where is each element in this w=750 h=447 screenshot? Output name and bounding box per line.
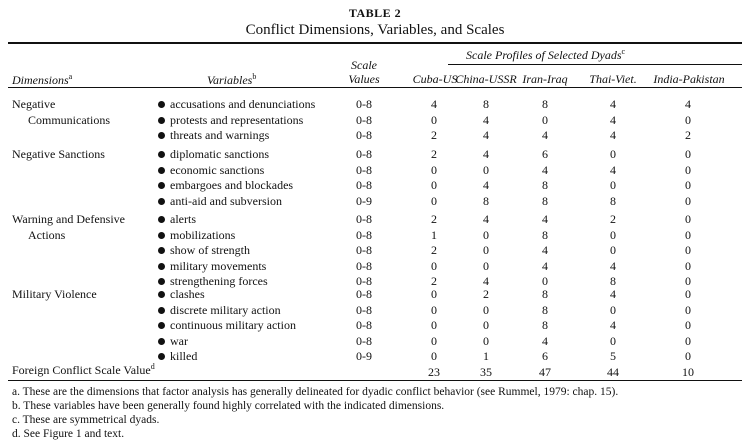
dyad-value: 4 (542, 212, 548, 226)
dyad-value: 0 (431, 162, 437, 177)
dyad-value: 0 (685, 162, 691, 177)
dyad-value: 4 (483, 147, 489, 161)
profiles-underline (448, 64, 742, 65)
scale-value: 0-8 (356, 318, 372, 332)
bullet-icon (158, 263, 165, 270)
dyad-header: Thai-Viet. (589, 72, 637, 86)
dyad-value: 0 (431, 112, 437, 127)
variable-label: killed (170, 349, 198, 363)
bullet-icon (158, 307, 165, 314)
dyad-value: 0 (610, 147, 616, 161)
dyad-header: Iran-Iraq (522, 72, 568, 86)
dyad-value: 0 (610, 243, 616, 257)
variable-label: diplomatic sanctions (170, 147, 269, 161)
dyad-value: 0 (431, 349, 437, 363)
dyad-value: 0 (483, 227, 489, 242)
dyad-value: 0 (483, 302, 489, 317)
variable-cell (158, 97, 315, 112)
dyad-value: 4 (685, 97, 691, 111)
dyad-value: 0 (685, 318, 691, 332)
dyad-value: 4 (542, 243, 548, 257)
variable-label: embargoes and blockades (170, 178, 294, 192)
variable-label: protests and representations (170, 112, 304, 127)
variable-cell (158, 128, 269, 143)
dyad-value: 4 (483, 274, 489, 288)
scale-value: 0-8 (356, 147, 372, 161)
scale-value: 0-8 (356, 302, 372, 317)
variable-label: anti-aid and subversion (170, 193, 282, 208)
dyad-value: 8 (483, 193, 489, 208)
dyad-value: 8 (542, 97, 548, 111)
dyad-value: 2 (431, 274, 437, 288)
variable-label: accusations and denunciations (170, 97, 316, 111)
dimension-label: Negative (12, 97, 56, 111)
scale-header-line2: Values (348, 72, 380, 86)
dyad-value: 2 (610, 212, 616, 226)
variable-label: military movements (170, 258, 267, 273)
dyad-value: 0 (685, 302, 691, 317)
bullet-icon (158, 167, 165, 174)
dyad-header: China-USSR (455, 72, 517, 86)
bullet-icon (158, 291, 165, 298)
bullet-icon (158, 278, 165, 285)
dyad-value: 4 (610, 112, 616, 127)
dyad-header: Cuba-US (412, 72, 458, 86)
total-value: 44 (607, 365, 619, 379)
dyad-value: 0 (685, 333, 691, 348)
dyad-value: 4 (483, 212, 489, 226)
dyad-value: 0 (431, 178, 437, 192)
dyad-value: 4 (483, 112, 489, 127)
dyad-value: 0 (431, 258, 437, 273)
variable-label: clashes (170, 287, 205, 301)
dyad-header: India-Pakistan (653, 72, 725, 86)
variable-cell (158, 318, 296, 333)
bullet-icon (158, 247, 165, 254)
bullet-icon (158, 182, 165, 189)
scale-value: 0-8 (356, 258, 372, 273)
dyad-value: 0 (685, 274, 691, 288)
dyad-value: 0 (610, 302, 616, 317)
dyad-value: 0 (483, 162, 489, 177)
dyad-value: 4 (542, 258, 548, 273)
dyad-value: 8 (542, 178, 548, 192)
dyad-value: 4 (610, 162, 616, 177)
table-title: Conflict Dimensions, Variables, and Scales (245, 22, 505, 38)
bullet-icon (158, 232, 165, 239)
dyad-value: 0 (685, 243, 691, 257)
dyad-value: 2 (431, 243, 437, 257)
scale-value: 0-9 (356, 349, 372, 363)
dyad-value: 0 (431, 333, 437, 348)
variable-cell (158, 259, 266, 274)
dyad-value: 0 (610, 178, 616, 192)
scale-value: 0-9 (356, 193, 372, 208)
footnote: a. These are the dimensions that factor analysis has generally delineated for dyadic conflict behavior (see Rummel, 1979: chap. 15). (12, 386, 619, 398)
scale-value: 0-8 (356, 287, 372, 301)
dyad-value: 2 (483, 287, 489, 301)
total-value: 35 (480, 365, 492, 379)
dyad-value: 4 (610, 287, 616, 301)
dyad-value: 6 (542, 349, 548, 363)
variable-cell (158, 147, 269, 162)
footnote: b. These variables have been generally found highly correlated with the indicated dimensions. (12, 400, 445, 412)
dyad-value: 0 (685, 349, 691, 363)
dyad-value: 8 (610, 193, 616, 208)
scale-value: 0-8 (356, 333, 372, 348)
total-row-label: Foreign Conflict Scale Value$^d$ (12, 362, 155, 377)
dyad-value: 1 (483, 349, 489, 363)
variable-label: continuous military action (170, 318, 296, 332)
dyad-value: 2 (431, 128, 437, 142)
dyad-value: 8 (483, 97, 489, 111)
dimension-label: Warning and Defensive (12, 212, 125, 226)
dyad-value: 0 (685, 212, 691, 226)
total-value: 10 (682, 365, 694, 379)
dyad-value: 4 (431, 97, 437, 111)
dyad-value: 0 (685, 193, 691, 208)
header-rule (8, 87, 742, 88)
variable-label: show of strength (170, 243, 250, 257)
dyad-value: 0 (542, 274, 548, 288)
dyad-value: 0 (685, 112, 691, 127)
dyad-value: 8 (542, 318, 548, 332)
variable-label: economic sanctions (170, 162, 265, 177)
dyad-value: 2 (685, 128, 691, 142)
dimension-label: Negative Sanctions (12, 147, 105, 161)
dimension-label: Actions (28, 227, 66, 242)
scale-value: 0-8 (356, 112, 372, 127)
dimensions-header: Dimensions$^a$ (12, 72, 73, 87)
dyad-value: 2 (431, 212, 437, 226)
variable-cell (158, 212, 196, 227)
footnote: d. See Figure 1 and text. (12, 428, 125, 440)
bullet-icon (158, 322, 165, 329)
dyad-value: 5 (610, 349, 616, 363)
dyad-value: 4 (610, 97, 616, 111)
dyad-value: 0 (685, 287, 691, 301)
dyad-value: 4 (483, 128, 489, 142)
dyad-value: 4 (610, 318, 616, 332)
dyad-value: 6 (542, 147, 548, 161)
dyad-value: 0 (685, 258, 691, 273)
bullet-icon (158, 132, 165, 139)
bottom-rule (8, 380, 742, 381)
dyad-value: 4 (542, 333, 548, 348)
bullet-icon (158, 151, 165, 158)
dyad-value: 2 (431, 147, 437, 161)
variable-cell (158, 334, 188, 349)
total-value: 47 (539, 365, 551, 379)
scale-value: 0-8 (356, 212, 372, 226)
scale-value: 0-8 (356, 243, 372, 257)
dyad-value: 0 (542, 112, 548, 127)
bullet-icon (158, 117, 165, 124)
variable-label: alerts (170, 212, 196, 226)
dimension-label: Military Violence (12, 287, 97, 301)
table-label: TABLE 2 (348, 6, 402, 20)
variables-header: Variables$^b$ (207, 72, 257, 87)
dyad-value: 0 (431, 287, 437, 301)
variable-cell (158, 303, 281, 318)
bullet-icon (158, 101, 165, 108)
variable-cell (158, 194, 282, 209)
dyad-value: 0 (610, 227, 616, 242)
bullet-icon (158, 338, 165, 345)
bullet-icon (158, 216, 165, 223)
total-value: 23 (428, 365, 440, 379)
variable-cell (158, 178, 293, 193)
dyad-value: 8 (542, 193, 548, 208)
dyad-value: 8 (610, 274, 616, 288)
dyad-value: 4 (610, 128, 616, 142)
scale-header-line1: Scale (351, 58, 377, 72)
variable-cell (158, 349, 197, 364)
variable-label: mobilizations (170, 227, 236, 242)
top-rule (8, 42, 742, 44)
dyad-value: 0 (483, 243, 489, 257)
dyad-value: 8 (542, 287, 548, 301)
profiles-header: Scale Profiles of Selected Dyads$^c$ (466, 47, 626, 62)
scale-value: 0-8 (356, 274, 372, 288)
variable-label: war (170, 333, 188, 348)
dyad-value: 0 (685, 147, 691, 161)
scale-value: 0-8 (356, 128, 372, 142)
variable-cell (158, 228, 235, 243)
dyad-value: 0 (483, 318, 489, 332)
dyad-value: 8 (542, 302, 548, 317)
dyad-value: 4 (483, 178, 489, 192)
variable-label: threats and warnings (170, 128, 270, 142)
dyad-value: 0 (431, 193, 437, 208)
dyad-value: 1 (431, 227, 437, 242)
variable-label: discrete military action (170, 302, 281, 317)
bullet-icon (158, 198, 165, 205)
footnote: c. These are symmetrical dyads. (12, 414, 160, 426)
scale-value: 0-8 (356, 178, 372, 192)
dyad-value: 0 (483, 333, 489, 348)
dyad-value: 0 (610, 333, 616, 348)
variable-cell (158, 113, 303, 128)
dyad-value: 4 (610, 258, 616, 273)
dyad-value: 0 (685, 227, 691, 242)
dyad-value: 4 (542, 128, 548, 142)
dyad-value: 8 (542, 227, 548, 242)
variable-cell (158, 287, 205, 302)
variable-label: strengthening forces (170, 274, 268, 288)
dyad-value: 0 (685, 178, 691, 192)
variable-cell (158, 243, 250, 258)
scale-value: 0-8 (356, 162, 372, 177)
scale-value: 0-8 (356, 227, 372, 242)
scale-value: 0-8 (356, 97, 372, 111)
dyad-value: 4 (542, 162, 548, 177)
dyad-value: 0 (431, 302, 437, 317)
dyad-value: 0 (431, 318, 437, 332)
dyad-value: 0 (483, 258, 489, 273)
bullet-icon (158, 353, 165, 360)
dimension-label: Communications (28, 112, 110, 127)
variable-cell (158, 163, 264, 178)
